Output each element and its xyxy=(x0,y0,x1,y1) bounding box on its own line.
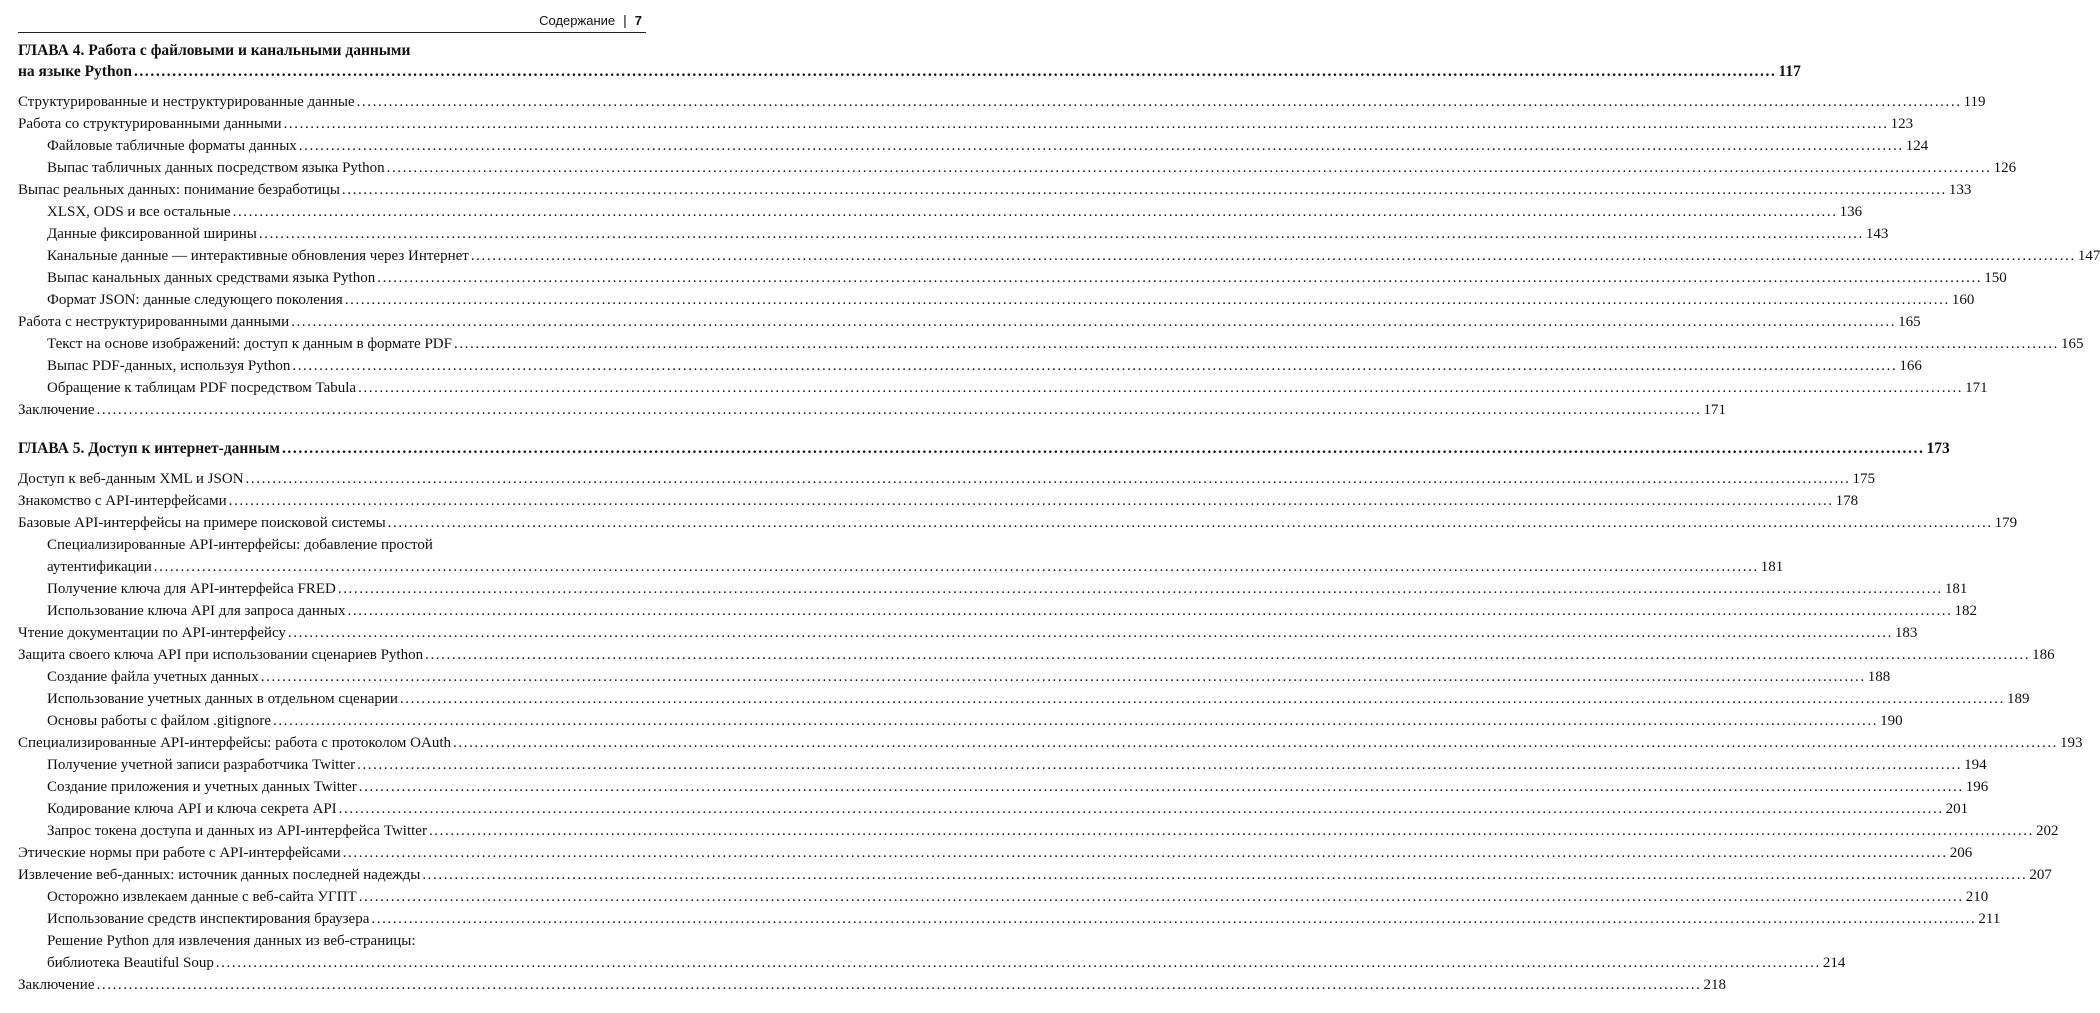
entry-page: 182 xyxy=(1954,603,1977,619)
subsection-entry[interactable] xyxy=(18,377,1988,399)
entry-title: Работа со структурированными данными xyxy=(18,116,282,132)
leader-dots: ............................................................................................................................................................................................................................................................................................................ xyxy=(298,138,1904,154)
entry-title: Знакомство с API-интерфейсами xyxy=(18,493,227,509)
chapter-title-line: ГЛАВА 4. Работа с файловыми и канальными данными xyxy=(18,42,411,59)
leader-dots: ............................................................................................................................................................................................................................................................................................................ xyxy=(338,801,1944,817)
entry-page: 133 xyxy=(1948,182,1972,198)
entry-title: Создание приложения и учетных данных Twitter xyxy=(47,779,357,795)
entry-title: Формат JSON: данные следующего поколения xyxy=(47,292,343,308)
entry-title: Канальные данные — интерактивные обновления через Интернет xyxy=(47,248,469,264)
subsection-entry[interactable] xyxy=(18,556,1784,578)
entry-title: библиотека Beautiful Soup xyxy=(47,955,214,971)
leader-dots: ............................................................................................................................................................................................................................................................................................................ xyxy=(425,647,2031,663)
leader-dots: ............................................................................................................................................................................................................................................................................................................ xyxy=(399,691,2005,707)
header-separator: | xyxy=(623,12,627,28)
leader-dots: ............................................................................................................................................................................................................................................................................................................ xyxy=(133,63,1777,80)
entry-title: Базовые API-интерфейсы на примере поисковой системы xyxy=(18,515,386,531)
entry-title: Заключение xyxy=(18,977,95,993)
leader-dots: ............................................................................................................................................................................................................................................................................................................ xyxy=(342,845,1948,861)
entry-title: ГЛАВА 5. Доступ к интернет-данным xyxy=(18,440,280,457)
entry-title-line: Специализированные API-интерфейсы: добавление простой xyxy=(47,537,433,553)
entry-page: 124 xyxy=(1905,138,1929,154)
leader-dots: ............................................................................................................................................................................................................................................................................................................ xyxy=(422,867,2028,883)
entry-page: 171 xyxy=(1703,402,1726,418)
leader-dots: ............................................................................................................................................................................................................................................................................................................ xyxy=(344,292,1950,308)
leader-dots: ............................................................................................................................................................................................................................................................................................................ xyxy=(358,889,1964,905)
entry-title: Текст на основе изображений: доступ к данным в формате PDF xyxy=(47,336,452,352)
section-entry[interactable] xyxy=(18,468,1876,490)
subsection-entry[interactable] xyxy=(18,688,2030,710)
entry-title: Получение ключа для API-интерфейса FRED xyxy=(47,581,336,597)
entry-page: 165 xyxy=(2060,336,2084,352)
subsection-entry[interactable] xyxy=(18,820,2059,842)
entry-title: Использование ключа API для запроса данных xyxy=(47,603,346,619)
entry-title: Создание файла учетных данных xyxy=(47,669,259,685)
entry-page: 143 xyxy=(1865,226,1889,242)
subsection-entry[interactable] xyxy=(18,776,1989,798)
entry-page: 123 xyxy=(1890,116,1914,132)
entry-title: Обращение к таблицам PDF посредством Tabula xyxy=(47,380,357,396)
subsection-entry[interactable] xyxy=(18,908,2001,930)
leader-dots: ............................................................................................................................................................................................................................................................................................................ xyxy=(232,204,1838,220)
running-header xyxy=(539,12,642,28)
entry-page: 202 xyxy=(2035,823,2059,839)
leader-dots: ............................................................................................................................................................................................................................................................................................................ xyxy=(358,779,1964,795)
entry-page: 160 xyxy=(1951,292,1975,308)
entry-title-line: Решение Python для извлечения данных из веб-страницы: xyxy=(47,933,416,949)
subsection-entry[interactable] xyxy=(18,952,1846,974)
leader-dots: ............................................................................................................................................................................................................................................................................................................ xyxy=(153,559,1759,575)
entry-page: 179 xyxy=(1994,515,2018,531)
entry-page: 188 xyxy=(1867,669,1891,685)
subsection-entry[interactable] xyxy=(18,886,1989,908)
leader-dots: ............................................................................................................................................................................................................................................................................................................ xyxy=(347,603,1953,619)
section-entry[interactable] xyxy=(18,91,1986,113)
subsection-entry[interactable] xyxy=(18,666,1891,688)
entry-page: 147 xyxy=(2077,248,2100,264)
section-entry[interactable] xyxy=(18,512,2018,534)
leader-dots: ............................................................................................................................................................................................................................................................................................................ xyxy=(357,757,1963,773)
entry-title: Файловые табличные форматы данных xyxy=(47,138,297,154)
leader-dots: ............................................................................................................................................................................................................................................................................................................ xyxy=(371,911,1977,927)
leader-dots: ............................................................................................................................................................................................................................................................................................................ xyxy=(291,314,1897,330)
subsection-entry[interactable] xyxy=(18,754,1987,776)
leader-dots: ............................................................................................................................................................................................................................................................................................................ xyxy=(377,270,1983,286)
section-entry[interactable] xyxy=(18,113,1914,135)
entry-title: Выпас реальных данных: понимание безработицы xyxy=(18,182,340,198)
entry-page: 136 xyxy=(1839,204,1863,220)
leader-dots: ............................................................................................................................................................................................................................................................................................................ xyxy=(453,336,2059,352)
leader-dots: ............................................................................................................................................................................................................................................................................................................ xyxy=(337,581,1943,597)
entry-title: на языке Python xyxy=(18,63,132,80)
entry-title: аутентификации xyxy=(47,559,152,575)
entry-page: 150 xyxy=(1984,270,2007,286)
leader-dots: ............................................................................................................................................................................................................................................................................................................ xyxy=(228,493,1834,509)
subsection-entry[interactable] xyxy=(18,245,2100,267)
leader-dots: ............................................................................................................................................................................................................................................................................................................ xyxy=(96,977,1702,993)
section-entry[interactable] xyxy=(18,842,1973,864)
entry-page: 126 xyxy=(1993,160,2017,176)
subsection-entry[interactable] xyxy=(18,578,1968,600)
entry-title: XLSX, ODS и все остальные xyxy=(47,204,231,220)
entry-page: 181 xyxy=(1760,559,1784,575)
entry-title: Работа с неструктурированными данными xyxy=(18,314,290,330)
subsection-entry[interactable] xyxy=(18,355,1922,377)
entry-page: 193 xyxy=(2060,735,2083,751)
entry-page: 218 xyxy=(1703,977,1726,993)
entry-title: Данные фиксированной ширины xyxy=(47,226,257,242)
page-number: 7 xyxy=(634,12,642,28)
subsection-entry[interactable] xyxy=(18,798,1969,820)
entry-page: 211 xyxy=(1978,911,2001,927)
section-entry[interactable] xyxy=(18,311,1921,333)
entry-page: 171 xyxy=(1965,380,1988,396)
entry-title: Получение учетной записи разработчика Twitter xyxy=(47,757,356,773)
section-entry[interactable] xyxy=(18,622,1918,644)
entry-page: 175 xyxy=(1852,471,1876,487)
leader-dots: ............................................................................................................................................................................................................................................................................................................ xyxy=(260,669,1866,685)
leader-dots: ............................................................................................................................................................................................................................................................................................................ xyxy=(287,625,1893,641)
chapter-5 xyxy=(18,438,2083,996)
section-entry[interactable] xyxy=(18,974,1726,996)
leader-dots: ............................................................................................................................................................................................................................................................................................................ xyxy=(356,94,1962,110)
chapter-title[interactable] xyxy=(18,438,1950,460)
entry-page: 190 xyxy=(1880,713,1903,729)
table-of-contents xyxy=(18,40,2100,1013)
entry-page: 183 xyxy=(1894,625,1918,641)
entry-page: 165 xyxy=(1898,314,1921,330)
entry-title: Защита своего ключа API при использовании сценариев Python xyxy=(18,647,424,663)
entry-page: 189 xyxy=(2006,691,2030,707)
entry-page: 214 xyxy=(1822,955,1846,971)
leader-dots: ............................................................................................................................................................................................................................................................................................................ xyxy=(387,515,1993,531)
entry-title: Осторожно извлекаем данные с веб-сайта УГПТ xyxy=(47,889,357,905)
entry-title: Запрос токена доступа и данных из API-интерфейса Twitter xyxy=(47,823,427,839)
leader-dots: ............................................................................................................................................................................................................................................................................................................ xyxy=(386,160,1992,176)
entry-page: 186 xyxy=(2032,647,2055,663)
chapter-4 xyxy=(18,40,2100,421)
entry-page: 181 xyxy=(1944,581,1968,597)
subsection-entry[interactable] xyxy=(18,600,1977,622)
section-entry[interactable] xyxy=(18,644,2055,666)
entry-title: Извлечение веб-данных: источник данных последней надежды xyxy=(18,867,421,883)
leader-dots: ............................................................................................................................................................................................................................................................................................................ xyxy=(428,823,2034,839)
entry-page: 196 xyxy=(1965,779,1989,795)
subsection-entry[interactable] xyxy=(18,289,1975,311)
entry-page: 178 xyxy=(1835,493,1859,509)
subsection-entry[interactable] xyxy=(18,710,1903,732)
subsection-entry[interactable] xyxy=(18,267,2007,289)
leader-dots: ............................................................................................................................................................................................................................................................................................................ xyxy=(258,226,1864,242)
subsection-entry[interactable] xyxy=(18,135,1929,157)
leader-dots: ............................................................................................................................................................................................................................................................................................................ xyxy=(341,182,1947,198)
leader-dots: ............................................................................................................................................................................................................................................................................................................ xyxy=(281,440,1925,457)
leader-dots: ............................................................................................................................................................................................................................................................................................................ xyxy=(283,116,1889,132)
entry-page: 166 xyxy=(1899,358,1922,374)
entry-page: 117 xyxy=(1778,63,1801,80)
leader-dots: ............................................................................................................................................................................................................................................................................................................ xyxy=(215,955,1821,971)
entry-title: Выпас канальных данных средствами языка Python xyxy=(47,270,376,286)
subsection-entry[interactable] xyxy=(18,201,1863,223)
entry-page: 173 xyxy=(1926,440,1950,457)
entry-title: Использование средств инспектирования браузера xyxy=(47,911,370,927)
leader-dots: ............................................................................................................................................................................................................................................................................................................ xyxy=(273,713,1879,729)
section-entry[interactable] xyxy=(18,490,1859,512)
entry-title: Основы работы с файлом .gitignore xyxy=(47,713,272,729)
entry-title: Выпас табличных данных посредством языка Python xyxy=(47,160,385,176)
leader-dots: ............................................................................................................................................................................................................................................................................................................ xyxy=(358,380,1964,396)
chapter-title[interactable] xyxy=(18,61,1801,83)
leader-dots: ............................................................................................................................................................................................................................................................................................................ xyxy=(453,735,2059,751)
section-entry[interactable] xyxy=(18,179,1972,201)
leader-dots: ............................................................................................................................................................................................................................................................................................................ xyxy=(245,471,1851,487)
entry-title: Этические нормы при работе с API-интерфейсами xyxy=(18,845,341,861)
entry-title: Структурированные и неструктурированные данные xyxy=(18,94,355,110)
entry-title: Чтение документации по API-интерфейсу xyxy=(18,625,286,641)
leader-dots: ............................................................................................................................................................................................................................................................................................................ xyxy=(470,248,2076,264)
entry-title: Выпас PDF-данных, используя Python xyxy=(47,358,291,374)
subsection-entry[interactable] xyxy=(18,333,2084,355)
entry-title: Кодирование ключа API и ключа секрета API xyxy=(47,801,337,817)
section-entry[interactable] xyxy=(18,399,1726,421)
subsection-entry[interactable] xyxy=(18,157,2017,179)
section-title: Содержание xyxy=(539,12,616,28)
entry-title: Доступ к веб-данным XML и JSON xyxy=(18,471,244,487)
entry-page: 194 xyxy=(1964,757,1987,773)
entry-page: 201 xyxy=(1945,801,1969,817)
entry-title: Заключение xyxy=(18,402,95,418)
entry-page: 210 xyxy=(1965,889,1989,905)
entry-page: 119 xyxy=(1963,94,1986,110)
entry-page: 206 xyxy=(1949,845,1973,861)
subsection-entry[interactable] xyxy=(18,223,1889,245)
section-entry[interactable] xyxy=(18,732,2083,754)
leader-dots: ............................................................................................................................................................................................................................................................................................................ xyxy=(292,358,1898,374)
section-entry[interactable] xyxy=(18,864,2052,886)
entry-title: Использование учетных данных в отдельном сценарии xyxy=(47,691,398,707)
leader-dots: ............................................................................................................................................................................................................................................................................................................ xyxy=(96,402,1702,418)
entry-title: Специализированные API-интерфейсы: работа с протоколом OAuth xyxy=(18,735,452,751)
page-header xyxy=(18,6,646,33)
entry-page: 207 xyxy=(2029,867,2052,883)
